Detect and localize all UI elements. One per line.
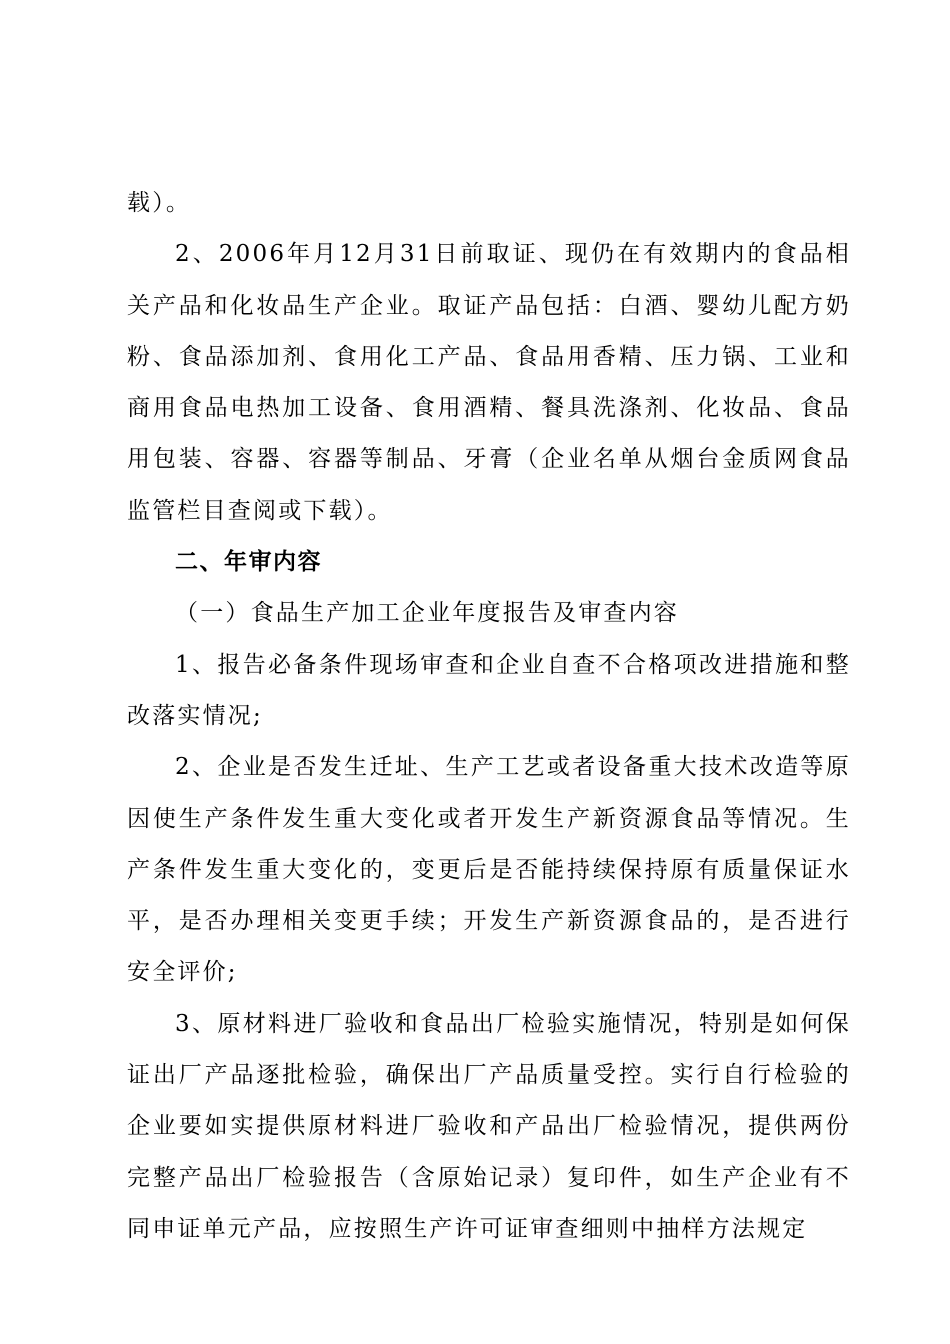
paragraph-report-item-1: 1、报告必备条件现场审查和企业自查不合格项改进措施和整改落实情况; xyxy=(127,651,851,729)
paragraph-report-item-2: 2、企业是否发生迁址、生产工艺或者设备重大技术改造等原因使生产条件发生重大变化或者开发生产新资源食品等情况。生产条件发生重大变化的，变更后是否能持续保持原有质量保证水平，是否办理相关变更手续；开发生产新资源食品的，是否进行安全评价; xyxy=(127,754,851,986)
paragraph-report-item-3: 3、原材料进厂验收和食品出厂检验实施情况，特别是如何保证出厂产品逐批检验，确保出厂产品质量受控。实行自行检验的企业要如实提供原材料进厂验收和产品出厂检验情况，提供两份完整产品出厂检验报告（含原始记录）复印件，如生产企业有不同申证单元产品，应按照生产许可证审查细则中抽样方法规定 xyxy=(127,1010,851,1242)
paragraph-item-2: 2、2006年月12月31日前取证、现仍在有效期内的食品相关产品和化妆品生产企业。取证产品包括：白酒、婴幼儿配方奶粉、食品添加剂、食用化工产品、食品用香精、压力锅、工业和商用食品电热加工设备、食用酒精、餐具洗涤剂、化妆品、食品用包装、容器、容器等制品、牙膏（企业名单从烟台金质网食品监管栏目查阅或下载）。 xyxy=(127,241,851,524)
paragraph-continuation: 载）。 xyxy=(127,190,192,216)
subsection-heading-food-production-report: （一）食品生产加工企业年度报告及审查内容 xyxy=(175,600,679,627)
document-body xyxy=(127,178,851,1255)
section-heading-annual-review-content: 二、年审内容 xyxy=(175,549,322,576)
